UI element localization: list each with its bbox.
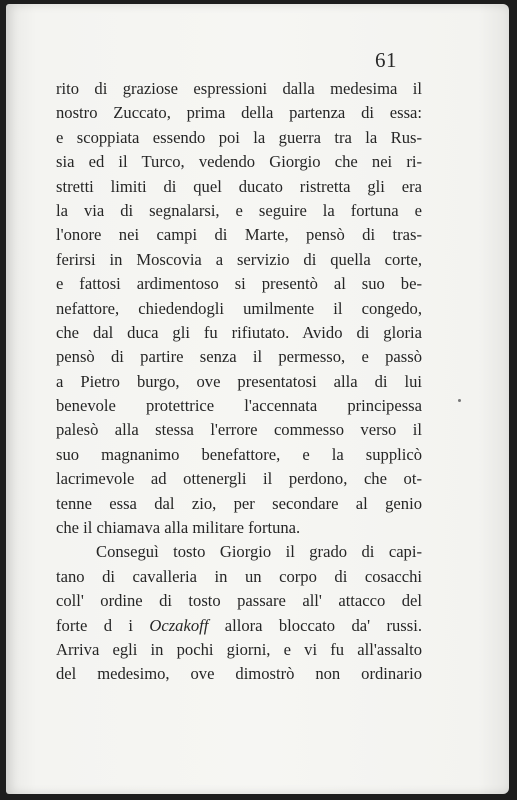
paragraph-start-line: Conseguì tosto Giorgio il grado di capi- (96, 542, 422, 562)
text-line: la via di segnalarsi, e seguire la fortuna e (56, 200, 422, 220)
page-number: 61 (375, 48, 397, 72)
text-line: sia ed il Turco, vedendo Giorgio che nei ri- (56, 152, 422, 172)
book-page (6, 4, 509, 794)
line-part-after: allora bloccato da' russi. (208, 615, 422, 635)
text-line: a Pietro burgo, ove presentatosi alla di lui (56, 371, 422, 391)
text-line: tano di cavalleria in un corpo di cosacchi (56, 566, 422, 586)
text-line: l'onore nei campi di Marte, pensò di tras- (56, 225, 422, 245)
text-line: tenne essa dal zio, per secondare al genio (56, 493, 422, 513)
text-line: lacrimevole ad ottenergli il perdono, che ot- (56, 469, 422, 489)
place-name-oczakoff: Oczakoff (149, 615, 209, 635)
text-line: nefattore, chiedendogli umilmente il congedo, (56, 298, 422, 318)
text-line: Arriva egli in pochi giorni, e vi fu all'assalto (56, 639, 422, 659)
paragraph-end-line: che il chiamava alla militare fortuna. (56, 518, 301, 538)
text-line: pensò di partire senza il permesso, e passò (56, 347, 422, 367)
text-line: suo magnanimo benefattore, e la supplicò (56, 444, 422, 464)
text-line: coll' ordine di tosto passare all' attacco del (56, 591, 422, 611)
text-line: che dal duca gli fu rifiutato. Avido di gloria (56, 322, 422, 342)
text-line: nostro Zuccato, prima della partenza di essa: (56, 103, 422, 123)
text-line: e scoppiata essendo poi la guerra tra la Rus- (56, 127, 422, 147)
text-line: benevole protettrice l'accennata principessa (56, 396, 422, 416)
body-text (56, 77, 422, 687)
text-line-oczakoff (56, 614, 422, 638)
text-line: rito di graziose espressioni dalla medesima il (56, 79, 422, 98)
text-line: palesò alla stessa l'errore commesso verso il (56, 420, 422, 440)
line-part-before: forte d i (56, 615, 150, 635)
text-line: stretti limiti di quel ducato ristretta gli era (56, 176, 422, 196)
text-line: ferirsi in Moscovia a servizio di quella corte, (56, 249, 422, 269)
text-line: e fattosi ardimentoso si presentò al suo be- (56, 274, 422, 294)
text-line: del medesimo, ove dimostrò non ordinario (56, 664, 422, 684)
ink-speck (458, 399, 461, 402)
